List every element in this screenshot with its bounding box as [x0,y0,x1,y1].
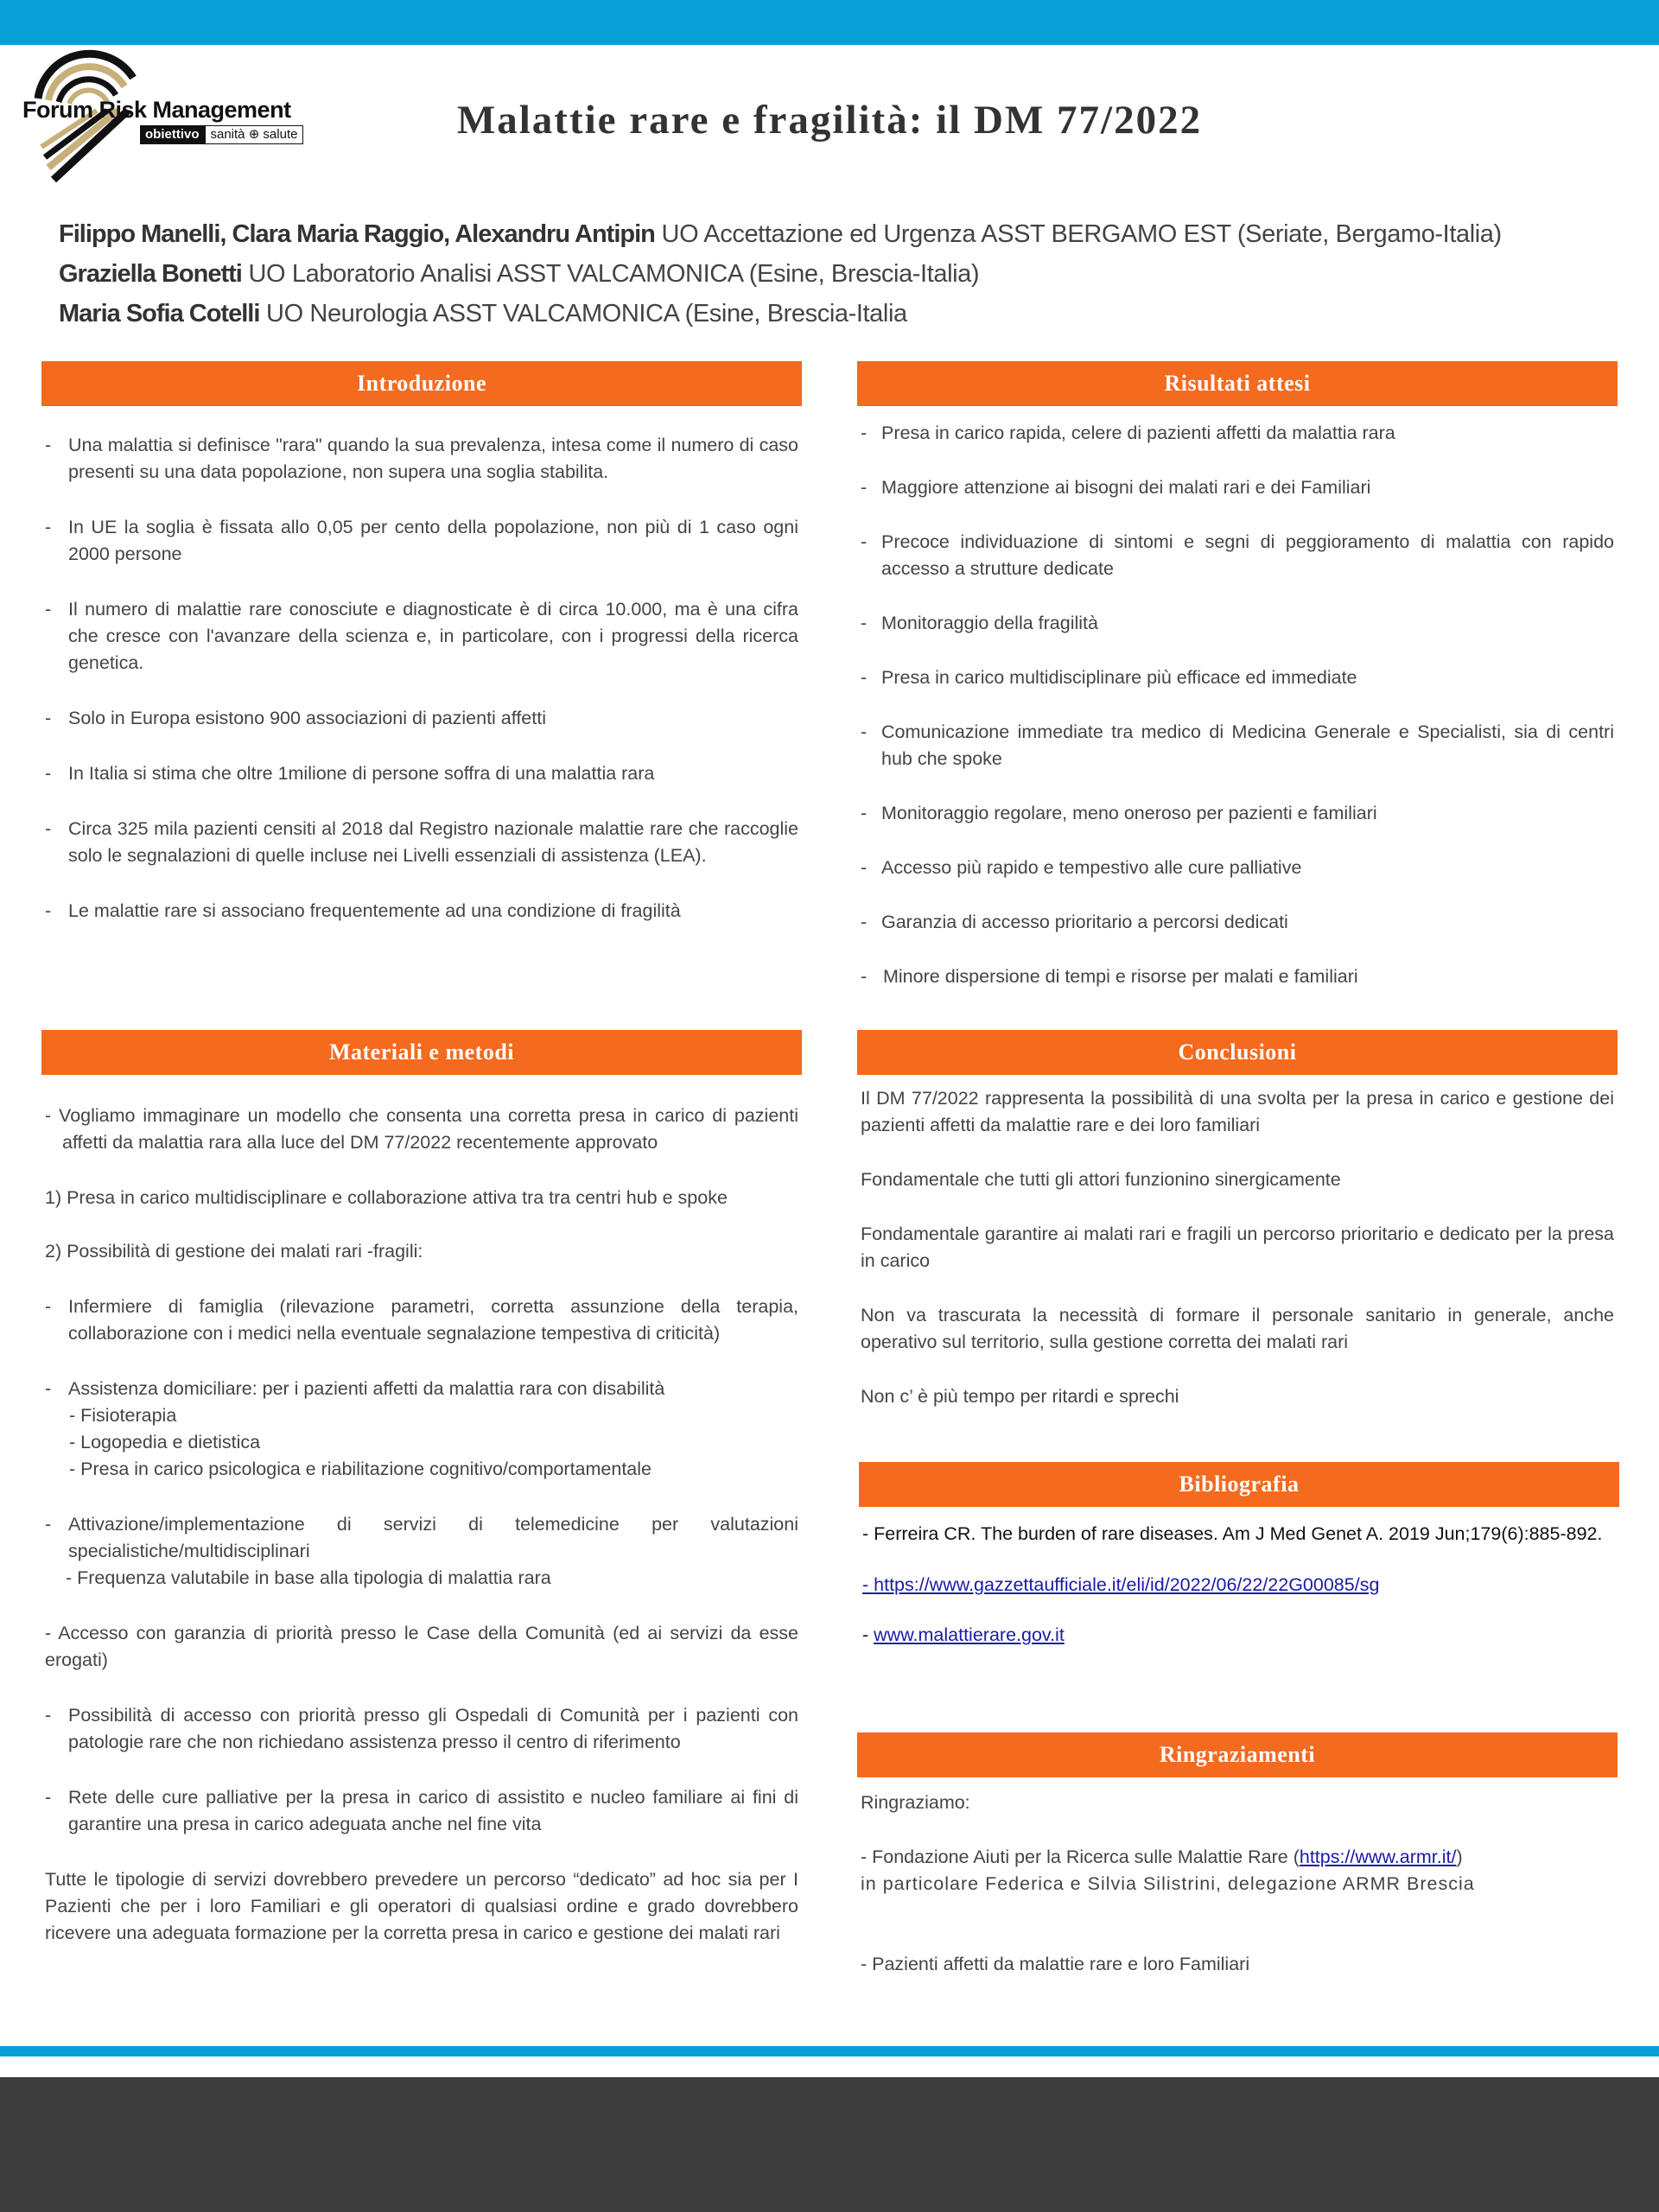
section-bibliografia [859,1462,1619,1649]
list-item: - Le malattie rare si associano frequentemente ad una condizione di fragilità [45,900,681,921]
list-item: - Maggiore attenzione ai bisogni dei malati rari e dei Familiari [861,477,1371,498]
author-affiliation: UO Laboratorio Analisi ASST VALCAMONICA (Esine, Brescia-Italia) [241,260,980,288]
gazzetta-link[interactable]: - https://www.gazzettaufficiale.it/eli/id/2022/06/22/22G00085/sg [862,1574,1380,1595]
reference-item: - www.malattierare.gov.it [862,1624,1065,1645]
sub-list [45,1402,798,1483]
author-line-1 [59,214,1614,254]
section-body [857,1789,1618,1978]
bottom-blue-stripe [0,2046,1659,2056]
sub-list-item: - Frequenza valutabile in base alla tipologia di malattia rara [66,1567,551,1588]
logo-tag-obiettivo: obiettivo [140,125,205,144]
paragraph: Tutte le tipologie di servizi dovrebbero prevedere un percorso “dedicato” ad hoc sia per I Pazienti che per i loro Familiari e gli operatori di qualsiasi ordine e grado dovrebbero ricevere una adeguata formazione per la corretta presa in carico e gestione dei malati rari [45,1869,798,1943]
section-heading: Introduzione [41,361,802,406]
list-item: - Precoce individuazione di sintomi e segni di peggioramento di malattia con rapido accesso a strutture dedicate [861,531,1614,579]
author-names: Maria Sofia Cotelli [59,300,260,327]
sub-list-item: - Presa in carico psicologica e riabilitazione cognitivo/comportamentale [69,1459,652,1479]
list-item: - Presa in carico multidisciplinare più efficace ed immediate [861,667,1357,688]
section-heading: Materiali e metodi [41,1030,802,1075]
author-names: Graziella Bonetti [59,260,242,288]
list-item: - Minore dispersione di tempi e risorse per malati e familiari [861,966,1358,987]
section-heading: Conclusioni [857,1030,1618,1075]
list-item: - Rete delle cure palliative per la presa in carico di assistito e nucleo familiare ai fini di garantire una presa in carico adeguata anche nel fine vita [45,1787,798,1834]
thanks-item: - Pazienti affetti da malattie rare e loro Familiari [861,1954,1250,1974]
section-body [41,432,802,925]
paragraph: Il DM 77/2022 rappresenta la possibilità di una svolta per la presa in carico e gestione dei pazienti affetti da malattie rare e dei loro familiari [861,1088,1614,1135]
section-heading: Risultati attesi [857,361,1618,406]
logo-tag-sanita-salute: sanità ⊕ salute [205,125,304,144]
armr-link[interactable]: https://www.armr.it/ [1299,1847,1457,1867]
logo-wordmark: Forum Risk Management [22,97,291,123]
sub-list-item: - Fisioterapia [69,1405,177,1426]
list-item: - Una malattia si definisce "rara" quando la sua prevalenza, intesa come il numero di caso presenti su una data popolazione, non supera una soglia stabilita. [45,435,798,482]
paragraph: 2) Possibilità di gestione dei malati rari -fragili: [45,1241,423,1262]
list-item: - In Italia si stima che oltre 1milione di persone soffra di una malattia rara [45,763,655,784]
section-heading: Ringraziamenti [857,1732,1618,1777]
reference-item [862,1572,1616,1599]
reference-item: - Ferreira CR. The burden of rare diseases. Am J Med Genet A. 2019 Jun;179(6):885-892. [862,1523,1603,1544]
list-item: - Infermiere di famiglia (rilevazione parametri, corretta assunzione della terapia, collaborazione con i medici nella eventuale segnalazione tempestiva di criticità) [45,1296,798,1344]
section-conclusioni [857,1030,1618,1410]
paragraph: Fondamentale che tutti gli attori funzionino sinergicamente [861,1169,1341,1190]
paragraph: Ringraziamo: [861,1792,970,1813]
paragraph: - Accesso con garanzia di priorità presso le Case della Comunità (ed ai servizi da esse erogati) [45,1623,798,1670]
paragraph: Fondamentale garantire ai malati rari e fragili un percorso prioritario e dedicato per la presa in carico [861,1224,1614,1271]
author-affiliation: UO Neurologia ASST VALCAMONICA (Esine, Brescia-Italia [259,300,907,327]
section-introduzione [41,361,802,925]
list-item: - Assistenza domiciliare: per i pazienti affetti da malattia rara con disabilità [45,1378,665,1399]
paragraph: - Vogliamo immaginare un modello che consenta una corretta presa in carico di pazienti affetti da malattia rara alla luce del DM 77/2022 recentemente approvato [45,1105,798,1153]
thanks-item: - Fondazione Aiuti per la Ricerca sulle Malattie Rare (https://www.armr.it/) [861,1847,1463,1867]
list-item: - Comunicazione immediate tra medico di Medicina Generale e Specialisti, sia di centri hub che spoke [861,721,1614,769]
malattierare-link[interactable]: www.malattierare.gov.it [874,1624,1065,1645]
paragraph: Non c’ è più tempo per ritardi e sprechi [861,1386,1179,1407]
poster-title: Malattie rare e fragilità: il DM 77/2022 [456,98,1203,143]
section-ringraziamenti [857,1732,1618,1978]
author-line-2 [59,254,1614,294]
footer-band [0,2077,1659,2212]
list-item: - Attivazione/implementazione di servizi di telemedicine per valutazioni specialistiche/multidisciplinari [45,1514,798,1561]
section-materiali-e-metodi [41,1030,802,1947]
list-item: - Solo in Europa esistono 900 associazioni di pazienti affetti [45,708,546,728]
paragraph: 1) Presa in carico multidisciplinare e collaborazione attiva tra tra centri hub e spoke [45,1187,728,1208]
list-item: - Presa in carico rapida, celere di pazienti affetti da malattia rara [861,423,1395,443]
section-risultati-attesi [857,361,1618,990]
section-heading: Bibliografia [859,1462,1619,1507]
list-item: - Accesso più rapido e tempestivo alle cure palliative [861,857,1302,878]
section-body [859,1521,1619,1649]
section-body [857,1085,1618,1410]
sub-list-item: - Logopedia e dietistica [69,1432,261,1452]
list-item: - Circa 325 mila pazienti censiti al 2018 dal Registro nazionale malattie rare che raccoglie solo le segnalazioni di quelle incluse nei Livelli essenziali di assistenza (LEA). [45,818,798,866]
section-body [41,1103,802,1947]
section-body [857,420,1618,990]
list-item: - Garanzia di accesso prioritario a percorsi dedicati [861,912,1288,932]
list-item: - In UE la soglia è fissata allo 0,05 per cento della popolazione, non più di 1 caso ogni 2000 persone [45,517,798,564]
list-item: - Il numero di malattie rare conosciute e diagnosticate è di circa 10.000, ma è una cifra che cresce con l'avanzare della scienza e, in particolare, con i progressi della ricerca genetica. [45,599,798,673]
thanks-item-detail: in particolare Federica e Silvia Silistrini, delegazione ARMR Brescia [861,1873,1475,1894]
list-item: - Possibilità di accesso con priorità presso gli Ospedali di Comunità per i pazienti con patologie rare che non richiedano assistenza presso il centro di riferimento [45,1705,798,1752]
author-affiliation: UO Accettazione ed Urgenza ASST BERGAMO EST (Seriate, Bergamo-Italia) [654,220,1502,248]
list-item: - Monitoraggio regolare, meno oneroso per pazienti e familiari [861,803,1377,823]
authors-block [59,214,1614,334]
author-line-3 [59,294,1614,334]
list-item: - Monitoraggio della fragilità [861,613,1098,633]
author-names: Filippo Manelli, Clara Maria Raggio, Alexandru Antipin [59,220,655,248]
paragraph: Non va trascurata la necessità di formare il personale sanitario in generale, anche operativo sul territorio, sulla gestione corretta dei malati rari [861,1305,1614,1352]
